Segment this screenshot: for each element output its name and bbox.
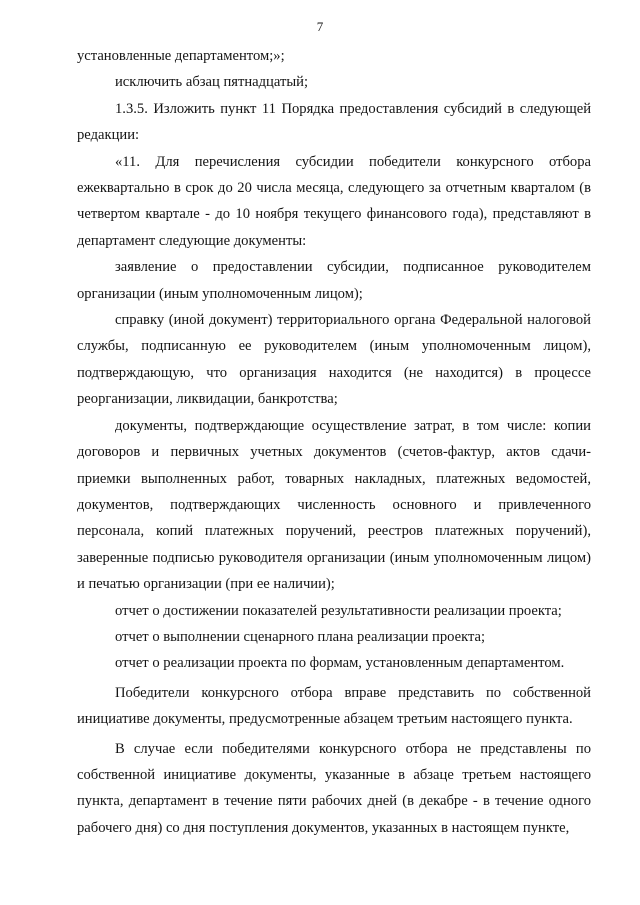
paragraph-9: отчет о выполнении сценарного плана реализации проекта; — [115, 628, 486, 645]
paragraph-8: отчет о достижении показателей результативности реализации проекта; — [115, 602, 562, 619]
paragraph-12: В случае если победителями конкурсного отбора не представлены по собственной инициативе документы, указанные в абзаце третьем настоящего пункта, департамент в течение пяти рабочих дней (в декабре - в течение одного рабочего дня) со дня поступления документов, указанных в настоящем пункте, — [77, 740, 591, 836]
paragraph-7: документы, подтверждающие осуществление затрат, в том числе: копии договоров и первичных учетных документов (счетов-фактур, актов сдачи-приемки выполненных работ, товарных накладных, платежных ведомостей, документов, подтверждающих численность основного и привлеченного персонала, копий платежных поручений, реестров платежных поручений), заверенные подписью руководителя организации (иным уполномоченным лицом) и печатью организации (при ее наличии); — [77, 417, 591, 593]
paragraph-5: заявление о предоставлении субсидии, подписанное руководителем организации (иным уполномоченным лицом); — [77, 259, 591, 302]
paragraph-1: установленные департаментом;»; — [77, 48, 285, 64]
paragraph-3: 1.3.5. Изложить пункт 11 Порядка предоставления субсидий в следующей редакции: — [77, 100, 591, 144]
document-body — [77, 43, 591, 841]
paragraph-4: «11. Для перечисления субсидии победители конкурсного отбора ежеквартально в срок до 20 числа месяца, следующего за отчетным кварталом (в четвертом квартале - до 10 ноября текущего финансового года), представляют в департамент следующие документы: — [77, 153, 591, 249]
paragraph-2: исключить абзац пятнадцатый; — [115, 74, 309, 91]
paragraph-10: отчет о реализации проекта по формам, установленным департаментом. — [115, 655, 565, 672]
paragraph-11: Победители конкурсного отбора вправе представить по собственной инициативе документы, предусмотренные абзацем третьим настоящего пункта. — [77, 684, 591, 728]
paragraph-6: справку (иной документ) территориального органа Федеральной налоговой службы, подписанную ее руководителем (иным уполномоченным лицом), подтверждающую, что организация находится (не находится) в процессе реорганизации, ликвидации, банкротства; — [77, 312, 591, 408]
page-number: 7 — [316, 19, 324, 34]
